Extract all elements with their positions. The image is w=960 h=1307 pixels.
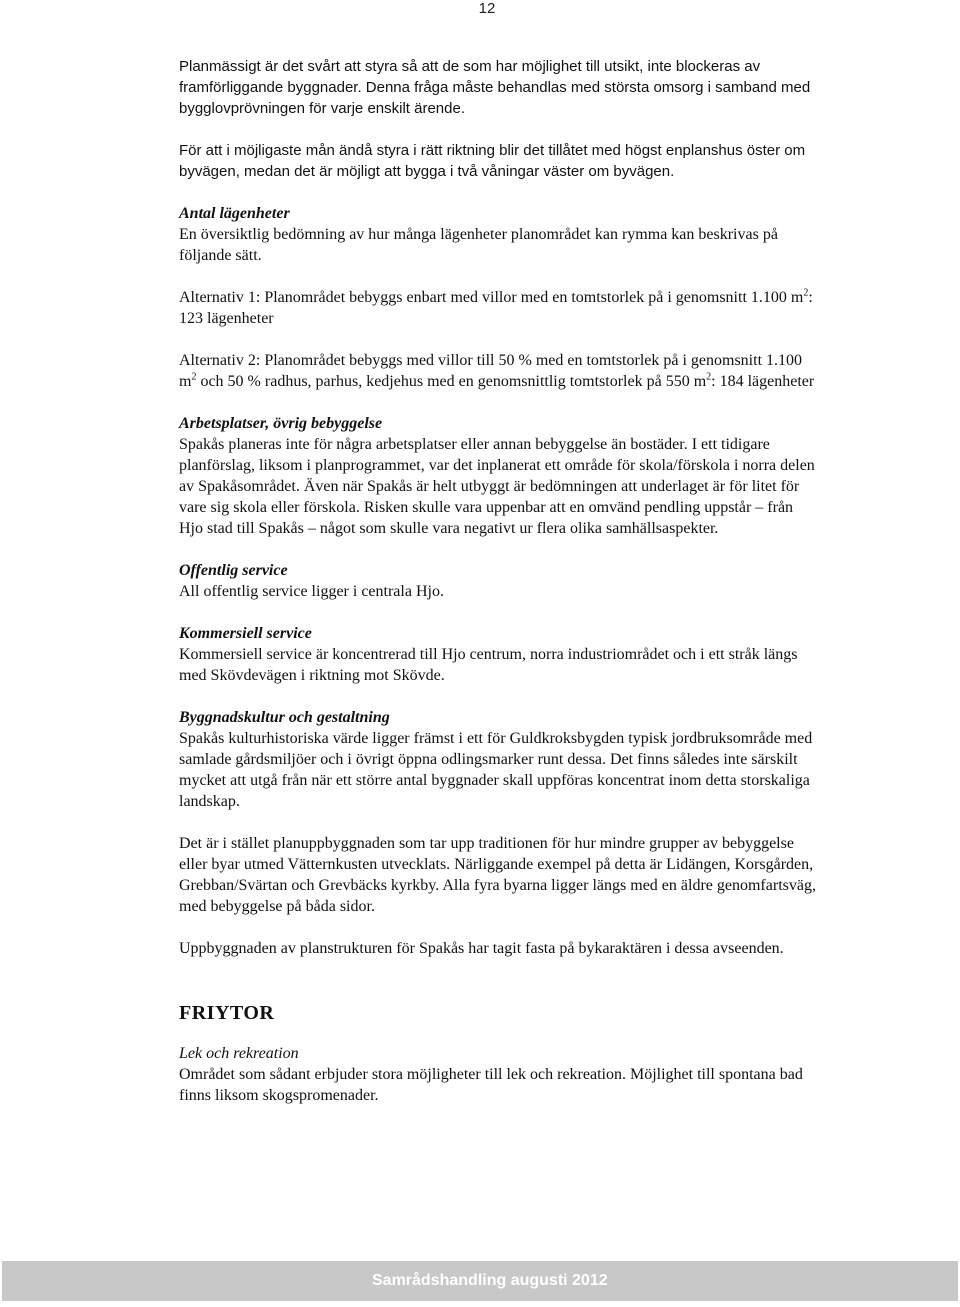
paragraph-lek-och-rekreation: Området som sådant erbjuder stora möjligheter till lek och rekreation. Möjlighet till spontana bad finns liksom skogspromenader. (179, 1066, 803, 1104)
paragraph-offentlig-service: All offentlig service ligger i centrala Hjo. (179, 583, 444, 600)
paragraph-bedomning: En översiktlig bedömning av hur många lägenheter planområdet kan rymma kan beskrivas på följande sätt. (179, 226, 778, 264)
paragraph-arbetsplatser: Spakås planeras inte för några arbetsplatser eller annan bebyggelse än bostäder. I ett tidigare planförslag, liksom i planprogrammet, var det inplanerat ett område för skola/förskola i norra delen av Spakåsområdet. Även när Spakås är helt utbyggt är bedömningen att underlaget är för litet för vare sig skola eller förskola. Risken skulle vara uppenbar att en omvänd pendling uppstår – från Hjo stad till Spakås – något som skulle vara negativt ur flera olika samhällsaspekter. (179, 436, 815, 537)
paragraph-kulturhistoriska: Spakås kulturhistoriska värde ligger främst i ett för Guldkroksbygden typisk jordbruksområde med samlade gårdsmiljöer och i övrigt öppna odlingsmarker runt dessa. Det finns således inte särskilt mycket att utgå från när ett större antal byggnader skall uppföras koncentrat inom detta storskaliga landskap. (179, 730, 813, 810)
paragraph-planuppbyggnaden: Det är i stället planuppbyggnaden som tar upp traditionen för hur mindre grupper av bebyggelse eller byar utmed Vätternkusten utvecklats. Närliggande exempel på detta är Lidängen, Korsgården, Grebban/Svärtan och Grevbäcks kyrkby. Alla fyra byarna ligger längs med en äldre genomfartsväg, med bebyggelse på båda sidor. (179, 835, 816, 915)
heading-arbetsplatser: Arbetsplatser, övrig bebyggelse (179, 415, 383, 432)
footer-bar (2, 1261, 958, 1301)
paragraph-alternativ-1: Alternativ 1: Planområdet bebyggs enbart med villor med en tomtstorlek på i genomsnitt 1.100 $m^2$: 123 lägenheter (179, 287, 813, 327)
paragraph-utsikt: Planmässigt är det svårt att styra så att de som har möjlighet till utsikt, inte blockeras av framförliggande byggnader. Denna fråga måste behandlas med största omsorg i samband med bygglovprövningen för varje enskilt ärende. (179, 58, 811, 117)
heading-antal-lagenheter: Antal lägenheter (179, 205, 290, 222)
heading-kommersiell-service: Kommersiell service (179, 625, 312, 642)
section-title-friytor: FRIYTOR (179, 1002, 275, 1024)
paragraph-enplanshus: För att i möjligaste mån ändå styra i rätt riktning blir det tillåtet med högst enplanshus öster om byvägen, medan det är möjligt att bygga i två våningar väster om byvägen. (179, 142, 806, 180)
paragraph-kommersiell-service: Kommersiell service är koncentrerad till Hjo centrum, norra industriområdet och i ett stråk längs med Skövdevägen i riktning mot Skövde. (179, 646, 798, 684)
heading-byggnadskultur: Byggnadskultur och gestaltning (179, 709, 390, 726)
heading-offentlig-service: Offentlig service (179, 562, 288, 579)
page-number: 12 (478, 0, 496, 17)
paragraph-alternativ-2: Alternativ 2: Planområdet bebyggs med villor till 50 % med en tomtstorlek på i genomsnitt 1.100 $m^2$ och 50 % radhus, parhus, kedjehus med en genomsnittlig tomtstorlek på 550 $m^2$: 184 lägenheter (179, 352, 815, 390)
footer-text: Samrådshandling augusti 2012 (372, 1272, 608, 1289)
document-body (179, 56, 819, 1106)
heading-lek-och-rekreation: Lek och rekreation (179, 1045, 299, 1062)
paragraph-planstrukturen: Uppbyggnaden av planstrukturen för Spakås har tagit fasta på bykaraktären i dessa avseenden. (179, 940, 784, 957)
